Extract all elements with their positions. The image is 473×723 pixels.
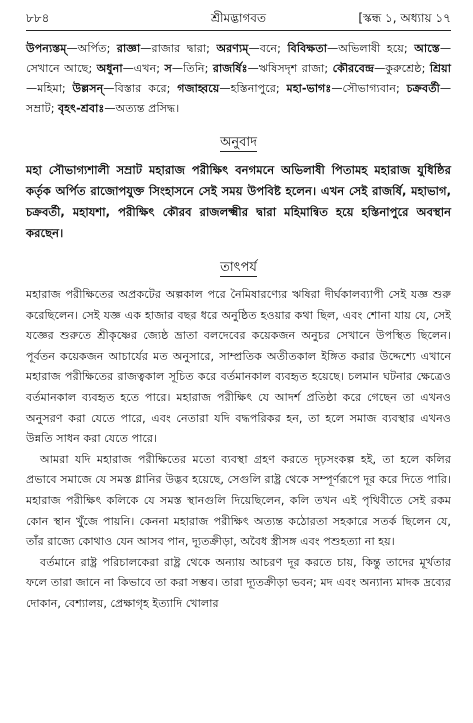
- glossary-term: চক্রবর্তী: [406, 82, 440, 95]
- translation-heading: অনুবাদ: [220, 135, 257, 150]
- glossary-term: উল্লসন্: [72, 82, 104, 95]
- glossary-term: গজাহ্বয়ে: [177, 82, 220, 95]
- section-label: [স্কন্ধ ১, অধ্যায় ১৭: [358, 11, 451, 25]
- purport-paragraph: আমরা যদি মহারাজ পরীক্ষিতের মতো ব্যবস্থা গ্রহণ করতে দৃঢ়সংকল্প হই, তা হলে কলির প্রভাবে সমাজে যে সমস্ত গ্লানির উদ্ভব হয়েছে, সেগুলি রাষ্ট্র থেকে সম্পূর্ণরূপে দূর করে দিতে পারি। মহারাজ পরীক্ষিৎ কলিকে যে সমস্ত স্থানগুলি দিয়েছিলেন, কলি তখন এই পৃথিবীতে সেই রকম কোন স্থান খুঁজে পায়নি। কেননা মহারাজ পরীক্ষিৎ অত্যন্ত কঠোরতা সহকারে সতর্ক ছিলেন যে, তাঁর রাজ্যে কোথাও যেন আসব পান, দ্যূতক্রীড়া, অবৈধ স্ত্রীসঙ্গ এবং পশুহত্যা না হয়।: [26, 452, 451, 549]
- glossary-meaning: অভিলাষী হয়ে;: [338, 42, 415, 55]
- glossary-term: উপন্যস্তম্: [26, 42, 67, 55]
- glossary-term: অরণ্যম্: [216, 42, 249, 55]
- glossary-term: রাজ্ঞা: [116, 42, 141, 55]
- glossary-term: শ্রিয়া: [429, 62, 451, 75]
- glossary-term: মহা-ভাগঃ: [286, 82, 332, 95]
- glossary-term: অধুনা: [96, 62, 123, 75]
- glossary-term: বিবিক্ষতা: [287, 42, 327, 55]
- glossary-meaning: ঋষিসদৃশ রাজা;: [258, 62, 333, 75]
- glossary-term: কৌরবেন্দ্র: [332, 62, 375, 75]
- glossary-meaning: রাজার দ্বারা;: [151, 42, 217, 55]
- purport-body: [26, 285, 451, 615]
- glossary-meaning: সেখানে আছে;: [26, 62, 97, 75]
- glossary-term: স: [164, 62, 172, 75]
- glossary-meaning: মহিমা;: [37, 82, 73, 95]
- purport-heading: তাৎপর্য: [220, 260, 257, 275]
- running-title: শ্রীমদ্ভাগবত: [210, 11, 266, 25]
- glossary-meaning: সম্রাট;: [26, 102, 59, 115]
- glossary-meaning: বনে;: [259, 42, 288, 55]
- glossary-meaning: এখন;: [133, 62, 165, 75]
- translation-text: মহা সৌভাগ্যশালী সম্রাট মহারাজ পরীক্ষিৎ বনগমনে অভিলাষী পিতামহ মহারাজ যুধিষ্ঠির কর্তৃক অর্পিত রাজোপযুক্ত সিংহাসনে সেই সময় উপবিষ্ট হলেন। এখন সেই রাজর্ষি, মহাভাগ, চক্রবর্তী, মহাযশা, পরীক্ষিৎ কৌরব রাজলক্ষ্মীর দ্বারা মহিমান্বিত হয়ে হস্তিনাপুরে অবস্থান করছেন।: [26, 163, 451, 240]
- glossary-meaning: কুরুশ্রেষ্ঠ;: [385, 62, 430, 75]
- glossary-meaning: বিস্তার করে;: [114, 82, 178, 95]
- glossary-meaning: অর্পিত;: [77, 42, 117, 55]
- glossary-term: বৃহৎ-শ্রবাঃ: [58, 102, 105, 115]
- word-glossary: উপন্যস্তম্—অর্পিত; রাজ্ঞা—রাজার দ্বারা; অরণ্যম্—বনে; বিবিক্ষতা—অভিলাষী হয়ে; আস্তে—সেখানে আছে; অধুনা—এখন; স—তিনি; রাজর্ষিঃ—ঋষিসদৃশ রাজা; কৌরবেন্দ্র—কুরুশ্রেষ্ঠ; শ্রিয়া—মহিমা; উল্লসন্—বিস্তার করে; গজাহ্বয়ে—হস্তিনাপুরে; মহা-ভাগঃ—সৌভাগ্যবান; চক্রবর্তী—সম্রাট; বৃহৎ-শ্রবাঃ—অত্যন্ত প্রসিদ্ধ।: [26, 42, 451, 115]
- glossary-term: আস্তে: [414, 42, 440, 55]
- glossary-meaning: হস্তিনাপুরে;: [230, 82, 287, 95]
- glossary-meaning: সৌভাগ্যবান;: [342, 82, 407, 95]
- page-header: [26, 6, 451, 28]
- page-number: ৮৮৪: [26, 11, 50, 25]
- glossary-term: রাজর্ষিঃ: [212, 62, 248, 75]
- purport-paragraph: মহারাজ পরীক্ষিতের অপ্রকটের অল্পকাল পরে নৈমিষারণ্যের ঋষিরা দীর্ঘকালব্যাপী সেই যজ্ঞ শুরু করেছিলেন। সেই যজ্ঞ এক হাজার বছর ধরে অনুষ্ঠিত হওয়ার কথা ছিল, এবং শোনা যায় যে, সেই যজ্ঞের শুরুতে শ্রীকৃষ্ণের জ্যেষ্ঠ ভ্রাতা বলদেবের কয়েকজন অনুচর সেখানে উপস্থিত ছিলেন। পূর্বতন কয়েকজন আচার্যের মত অনুসারে, সাম্প্রতিক অতীতকাল ইঙ্গিত করার উদ্দেশ্যে এখানে মহারাজ পরীক্ষিতের রাজত্বকাল সূচিত করে বর্তমানকাল ব্যবহৃত হয়েছে। চলমান ঘটনার ক্ষেত্রেও বর্তমানকাল ব্যবহৃত হতে পারে। মহারাজ পরীক্ষিৎ যে আদর্শ প্রতিষ্ঠা করে গেছেন তা এখনও অনুসরণ করা যেতে পারে, এবং নেতারা যদি বদ্ধপরিকর হন, তা হলে সমাজ ব্যবস্থার এখনও উন্নতি সাধন করা যেতে পারে।: [26, 288, 451, 446]
- glossary-meaning: অত্যন্ত প্রসিদ্ধ।: [115, 102, 180, 115]
- header-rule: [26, 30, 451, 31]
- purport-paragraph: বর্তমানে রাষ্ট্র পরিচালকেরা রাষ্ট্র থেকে অন্যায় আচরণ দূর করতে চায়, কিন্তু তাদের মূর্খতার ফলে তারা জানে না কিভাবে তা করা সম্ভব। তারা দ্যূতক্রীড়া ভবন; মদ এবং অন্যান্য মাদক দ্রব্যের দোকান, বেশ্যালয়, প্রেক্ষাগৃহ ইত্যাদি খোলার: [26, 555, 451, 610]
- glossary-meaning: তিনি;: [183, 62, 213, 75]
